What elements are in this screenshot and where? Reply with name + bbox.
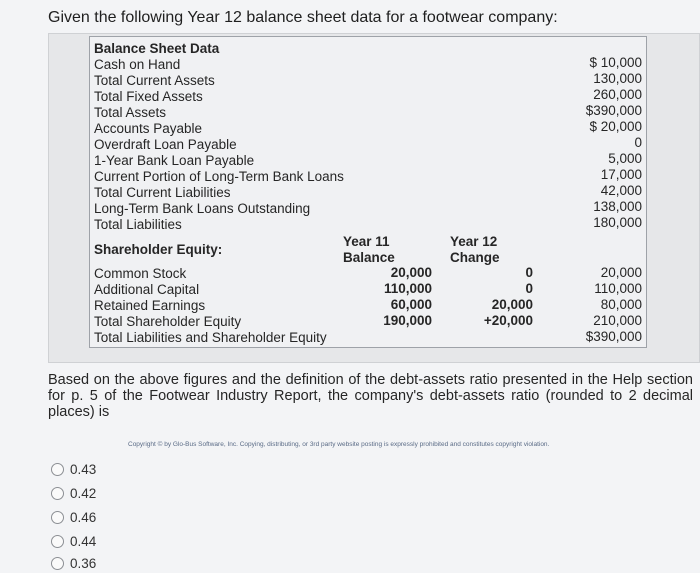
equity-row-label: Retained Earnings: [94, 298, 206, 313]
equity-change-value: 0: [525, 281, 533, 296]
row-label: 1-Year Bank Loan Payable: [94, 153, 255, 168]
problem-text: Based on the above figures and the definition of the debt-assets ratio presented in the Help section for p. 5 of the Footwear Industry Report, the company's debt-assets ratio (rounded to 2 decimal places) is: [48, 372, 693, 420]
answer-option-label: 0.46: [70, 509, 97, 525]
answer-option[interactable]: [48, 554, 168, 572]
equity-value: 210,000: [593, 313, 642, 328]
answer-option[interactable]: [48, 460, 168, 478]
equity-y11-value: 60,000: [390, 297, 432, 312]
row-label: Total Current Liabilities: [94, 185, 231, 200]
answer-option-label: 0.43: [70, 461, 97, 477]
balance-sheet-table: [89, 36, 647, 348]
total-liab-equity-label: Total Liabilities and Shareholder Equity: [94, 330, 327, 345]
equity-value: 20,000: [600, 265, 642, 280]
equity-heading: Shareholder Equity:: [94, 242, 223, 257]
col-year11-line1: Year 11: [343, 234, 390, 249]
row-label: Total Liabilities: [94, 217, 182, 232]
row-value: $390,000: [585, 103, 642, 118]
equity-row-label: Total Shareholder Equity: [94, 314, 242, 329]
equity-y11-value: 190,000: [383, 313, 432, 328]
row-label: Cash on Hand: [94, 57, 181, 72]
row-value: 17,000: [600, 167, 642, 182]
equity-change-value: +20,000: [483, 313, 533, 328]
row-label: Overdraft Loan Payable: [94, 137, 237, 152]
total-liab-equity-value: $390,000: [585, 329, 642, 344]
row-value: 42,000: [600, 183, 642, 198]
answer-option[interactable]: [48, 484, 168, 502]
equity-change-value: 0: [525, 265, 533, 280]
balance-sheet-panel: [48, 33, 700, 363]
equity-row-label: Common Stock: [94, 266, 187, 281]
row-value: $ 20,000: [589, 119, 642, 134]
answer-option[interactable]: [48, 508, 168, 526]
row-value: $ 10,000: [589, 55, 642, 70]
radio-button-icon[interactable]: [51, 535, 64, 548]
radio-button-icon[interactable]: [51, 463, 64, 476]
balance-sheet-heading: Balance Sheet Data: [94, 41, 220, 56]
row-value: 180,000: [593, 215, 642, 230]
row-value: 5,000: [608, 151, 642, 166]
question-title: Given the following Year 12 balance sheet data for a footwear company:: [48, 9, 558, 26]
equity-y11-value: 110,000: [383, 281, 432, 296]
radio-button-icon[interactable]: [51, 557, 64, 570]
col-year11-line2: Balance: [343, 250, 395, 265]
answer-option-label: 0.42: [70, 485, 97, 501]
radio-button-icon[interactable]: [51, 511, 64, 524]
row-value: 0: [634, 135, 642, 150]
equity-value: 80,000: [600, 297, 642, 312]
copyright-notice: Copyright © by Glo-Bus Software, Inc. Copying, distributing, or 3rd party website posting is expressly prohibited and constitutes copyright violation.: [128, 441, 550, 448]
row-label: Total Fixed Assets: [94, 89, 203, 104]
row-value: 130,000: [593, 71, 642, 86]
row-label: Accounts Payable: [94, 121, 203, 136]
col-year12-line1: Year 12: [450, 234, 498, 249]
row-value: 138,000: [593, 199, 642, 214]
answer-option-label: 0.36: [70, 555, 97, 571]
row-value: 260,000: [593, 87, 642, 102]
radio-button-icon[interactable]: [51, 487, 64, 500]
col-year12-line2: Change: [450, 250, 500, 265]
answer-option[interactable]: [48, 532, 168, 550]
equity-change-value: 20,000: [491, 297, 533, 312]
row-label: Current Portion of Long-Term Bank Loans: [94, 169, 344, 184]
equity-y11-value: 20,000: [390, 265, 432, 280]
answer-option-label: 0.44: [70, 533, 97, 549]
equity-row-label: Additional Capital: [94, 282, 200, 297]
row-label: Total Assets: [94, 105, 167, 120]
row-label: Long-Term Bank Loans Outstanding: [94, 201, 311, 216]
row-label: Total Current Assets: [94, 73, 215, 88]
equity-value: 110,000: [594, 281, 642, 296]
